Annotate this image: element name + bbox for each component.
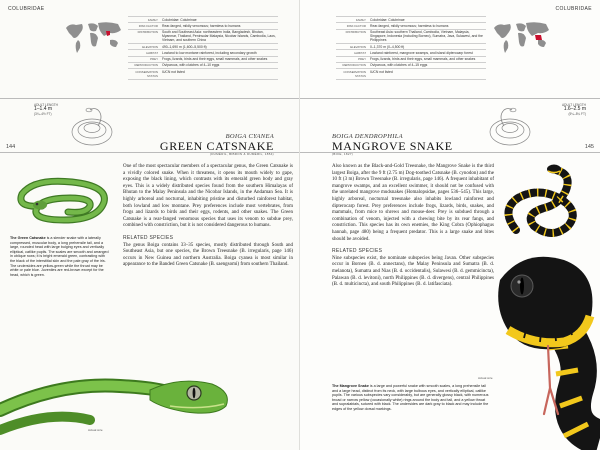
green-catsnake-head-photo: [0, 350, 300, 450]
caption-mangrove-snake: The Mangrove Snake is a large and powerful snake with smooth scales, a long prehensile tail and a large head, distinct from its neck, with large bulbous eyes, and vertically elliptical, catlike pupils. The various subspecies vary considerably, but are generally glossy black, with numerous broad or narrow yellow (occasionally white) rings around the body and tail, and a yellow throat and supralabials, sutured with black. The undersides are dark gray to black and may include the edges of the yellow dorsal markings.: [332, 384, 489, 411]
fact-row: DISTRIBUTION Southeast Asia: southern Thailand, Cambodia, Vietnam, Malaysia, Singapore, Indonesia (including Borneo), Sumatra, Java, Sulawesi, and the Philippines: [336, 29, 486, 43]
fact-row: REPRODUCTION Oviparous, with clutches of 4–15 eggs: [336, 62, 486, 68]
fact-row: FAMILY Colubridae: Colubrinae: [128, 16, 278, 22]
fact-row: PREY Frogs, lizards, birds and their eggs, small mammals, and other snakes: [336, 56, 486, 62]
caption-green-catsnake: The Green Catsnake is a slender snake with a laterally compressed, muscular body, a long prehensile tail, and a large, rounded head with large bulging eyes and vertically elliptical, catlike pupils. The scales are smooth and arranged in oblique rows; it is bright emerald green, contrasting with the black of the interstitial skin and the pale gray of the iris. The undersides are yellow-green while the throat may be white or pale blue. Juveniles are red-brown except for the head, which is green.: [10, 236, 109, 277]
fact-row: REPRODUCTION Oviparous, with clutches of 4–10 eggs: [128, 62, 278, 68]
species-author-right: (BOIE, 1827): [332, 152, 354, 156]
distribution-map-mangrove-snake: [492, 18, 552, 56]
fact-row: ELEVATION 0–1,370 m (0–4,500 ft): [336, 43, 486, 49]
coiled-snake-sketch-icon: [486, 104, 534, 150]
fact-row: CONSERVATION STATUS IUCN not listed: [336, 68, 486, 79]
species-latin-right: BOIGA DENDROPHILA: [332, 133, 403, 140]
running-head-right: COLUBRIDAE: [555, 6, 592, 12]
body-text-right: Also known as the Black-and-Gold Treesnake, the Mangrove Snake is the third largest Boiga, after the 9 ft (2.75 m) Dog-toothed Catsnake (B. cynodon) and the 10 ft (3 m) Brown Treesnake (B. irregularis, page 146). A frequent inhabitant of mangrove swamps, and an excellent swimmer, it should not be confused with the unrelated mangrove mudsnakes (Homalopsidae, pages 536–545). This large, highly arboreal, nocturnal treesnake also inhabits lowland rainforest and dipterocarp forest. Prey preferences include frogs, lizards, birds, snakes, and mammals, from mice to shrews and mouse-deer. Prey is subdued through a combination of venom, injected with a chewing bite by its rear fangs, and constriction. This species has its own enemies, the King Cobra (Ophiophagus hannah, page 480) being a frequent predator. This is a large snake and bites should be avoided. RELATED SPECIES Nine subspecies exist, the nominate subspecies being Javan. Other subspecies occur in Borneo (B. d. annectans), the Malay Peninsula and Sumatra (B. d. melanota), Sumatra and Nias (B. d. occidentalis), Sulawesi (B. d. gemmicincta), Palawan (B. d. levitoni), north Philippines (B. d. divergens), central Philippines (B. d. multicincta), and south Philippines (B. d. latifasciata).: [332, 164, 494, 288]
fact-table-right: [336, 16, 486, 80]
species-author-left: (DUMÉRIL, BIBRON & DUMÉRIL, 1854): [209, 152, 274, 156]
fact-row: DISTRIBUTION South and Southeast Asia: northeastern India, Bangladesh, Bhutan, Myanmar, Thailand, Peninsular Malaysia, Nicobar Islands, Cambodia, Laos, Vietnam, and southern China: [128, 29, 278, 43]
species-name-left: GREEN CATSNAKE: [159, 139, 274, 153]
species-latin-left: BOIGA CYANEA: [225, 133, 274, 140]
green-catsnake-coiled-illustration: [12, 168, 118, 238]
actual-size-label-right: Actual size: [478, 376, 493, 380]
mangrove-snake-coiled-illustration: [496, 160, 600, 246]
right-page: [300, 0, 600, 450]
fact-row: HABITAT Lowland rainforest, mangrove swamps, and island dipterocarp forest: [336, 49, 486, 55]
fact-table-left: [128, 16, 278, 80]
fact-row: PREY Frogs, lizards, birds and their eggs, small mammals, and other snakes: [128, 56, 278, 62]
page-number-right: 145: [584, 144, 594, 150]
actual-size-label-left: Actual size: [88, 428, 103, 432]
adult-length-right: ADULT LENGTH 1.6–2.5 m (5¼–8¼ FT): [562, 103, 586, 116]
fact-row: RISK FACTOR Rear-fanged, mildly venomous; harmless to humans: [128, 22, 278, 28]
species-name-right: MANGROVE SNAKE: [332, 139, 453, 153]
fact-row: CONSERVATION STATUS IUCN not listed: [128, 68, 278, 79]
page-number-left: 144: [6, 144, 16, 150]
coiled-snake-sketch-icon: [68, 104, 116, 150]
adult-length-left: ADULT LENGTH 1–1.4 m (3¼–4½ FT): [34, 103, 58, 116]
fact-row: HABITAT Lowland to low montane rainforest, including secondary growth: [128, 49, 278, 55]
distribution-map-green-catsnake: [64, 18, 124, 56]
body-text-left: One of the most spectacular members of a spectacular genus, the Green Catsnake is a vividly colored snake. When it threatens, it opens its mouth widely to gape, exposing the black lining, which contrasts with its emerald green body and gray eyes. This is a widely distributed species found from the southern Himalayas of Bhutan to the Malay Peninsula and the Nicobar Islands, in the Andaman Sea. It is highly arboreal and nocturnal, inhabiting pristine and disturbed rainforest habitat, both lowland and low montane. Prey preferences include most vertebrates, from frogs and lizards to birds and their eggs, rodents, and other snakes. The Green Catsnake is a rear-fanged venomous species that uses its venom to subdue prey, combined with constriction, but it is not considered dangerous to humans. RELATED SPECIES The genus Boiga contains 33–35 species, mostly distributed through South and Southeast Asia, but one species, the Brown Treesnake (B. irregularis, page 146) occurs in New Guinea and northern Australia. Boiga cyanea is most similar in appearance to the Banded Green Catsnake (B. saengsomi) from southern Thailand.: [123, 164, 293, 268]
running-head-left: COLUBRIDAE: [8, 6, 45, 12]
fact-row: FAMILY Colubridae: Colubrinae: [336, 16, 486, 22]
fact-row: ELEVATION 490–1,690 m (1,600–5,500 ft): [128, 43, 278, 49]
mangrove-snake-head-photo: [464, 238, 600, 450]
fact-row: RISK FACTOR Rear-fanged, mildly venomous; harmless to humans: [336, 22, 486, 28]
